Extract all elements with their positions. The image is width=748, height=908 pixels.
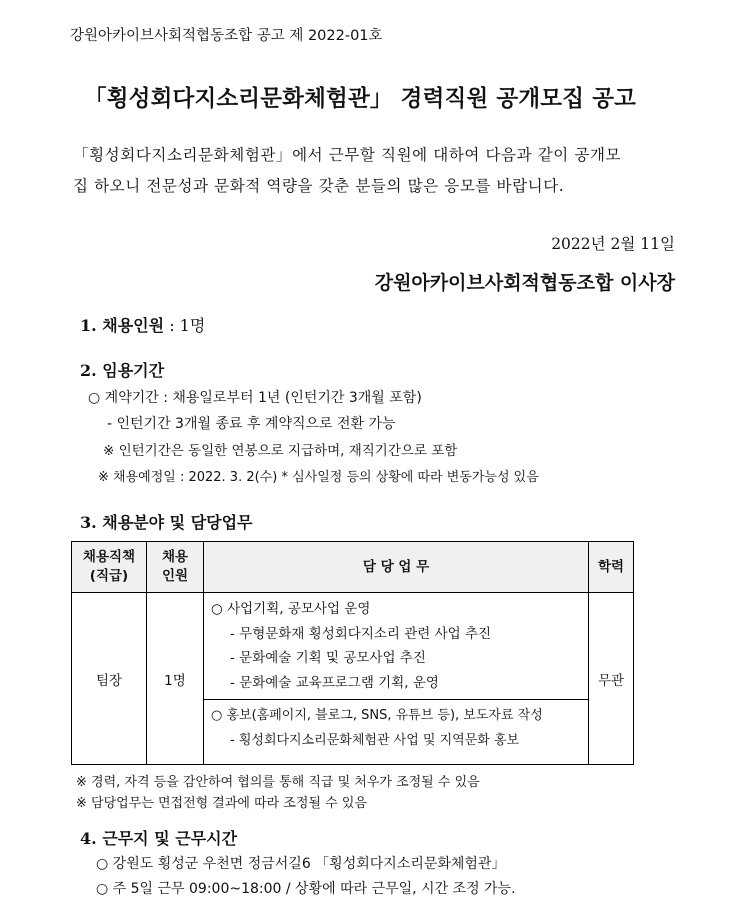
notice-date: 2022년 2월 11일 <box>551 235 675 253</box>
table-row <box>72 593 634 700</box>
cell-position: 팀장 <box>72 593 147 765</box>
issuer-name: 강원아카이브사회적협동조합 이사장 <box>374 272 675 294</box>
cell-count: 1명 <box>147 593 204 765</box>
duty-item: - 문화예술 기획 및 공모사업 추진 <box>230 650 426 666</box>
duty-title: ○ 사업기획, 공모사업 운영 <box>211 601 371 617</box>
notice-reference: 강원아카이브사회적협동조합 공고 제 2022-01호 <box>70 28 383 44</box>
table-note: ※ 경력, 자격 등을 감안하여 협의를 통해 직급 및 처우가 조정될 수 있음 <box>76 775 480 790</box>
cell-duty-block-1 <box>204 593 589 700</box>
section-3-heading: 3. 채용분야 및 담당업무 <box>80 513 253 532</box>
header-education: 학력 <box>589 542 634 593</box>
duty-table <box>71 541 634 765</box>
header-position: 채용직책 (직급) <box>72 542 147 593</box>
section-2-line: ○ 계약기간 : 채용일로부터 1년 (인턴기간 3개월 포함) <box>88 390 422 406</box>
duty-item: - 무형문화재 횡성회다지소리 관련 사업 추진 <box>230 625 492 642</box>
page-title: 「횡성회다지소리문화체험관」 경력직원 공개모집 공고 <box>84 86 637 112</box>
section-4-line: ○ 강원도 횡성군 우천면 정금서길6 「횡성회다지소리문화체험관」 <box>96 856 506 872</box>
cell-education: 무관 <box>589 593 634 765</box>
section-1-heading: 1. 채용인원 <box>80 316 165 335</box>
duty-title: ○ 홍보(홈페이지, 블로그, SNS, 유튜브 등), 보도자료 작성 <box>211 708 543 723</box>
section-1 <box>80 313 205 336</box>
table-header-row <box>72 542 634 593</box>
section-2-line: ※ 채용예정일 : 2022. 3. 2(수) * 심사일정 등의 상황에 따라 변동가능성 있음 <box>98 470 539 485</box>
section-4-line: ○ 주 5일 근무 09:00~18:00 / 상황에 따라 근무일, 시간 조정 가능. <box>96 881 516 897</box>
intro-line-2: 집 하오니 전문성과 문화적 역량을 갖춘 분들의 많은 응모를 바랍니다. <box>73 177 565 195</box>
section-2-heading: 2. 임용기간 <box>80 361 165 380</box>
section-2-line: ※ 인턴기간은 동일한 연봉으로 지급하며, 재직기간으로 포함 <box>103 443 458 459</box>
duty-item: - 횡성회다지소리문화체험관 사업 및 지역문화 홍보 <box>230 732 520 748</box>
table-note: ※ 담당업무는 면접전형 결과에 따라 조정될 수 있음 <box>76 796 367 811</box>
cell-duty-block-2 <box>204 700 589 765</box>
intro-line-1: 「횡성회다지소리문화체험관」에서 근무할 직원에 대하여 다음과 같이 공개모 <box>73 146 622 164</box>
header-duties: 담 당 업 무 <box>204 542 589 593</box>
duty-item: - 문화예술 교육프로그램 기획, 운영 <box>230 674 439 691</box>
section-4-heading: 4. 근무지 및 근무시간 <box>80 829 238 848</box>
header-count: 채용 인원 <box>147 542 204 593</box>
section-1-value: : 1명 <box>164 316 206 335</box>
section-2-line: - 인턴기간 3개월 종료 후 계약직으로 전환 가능 <box>107 416 396 432</box>
